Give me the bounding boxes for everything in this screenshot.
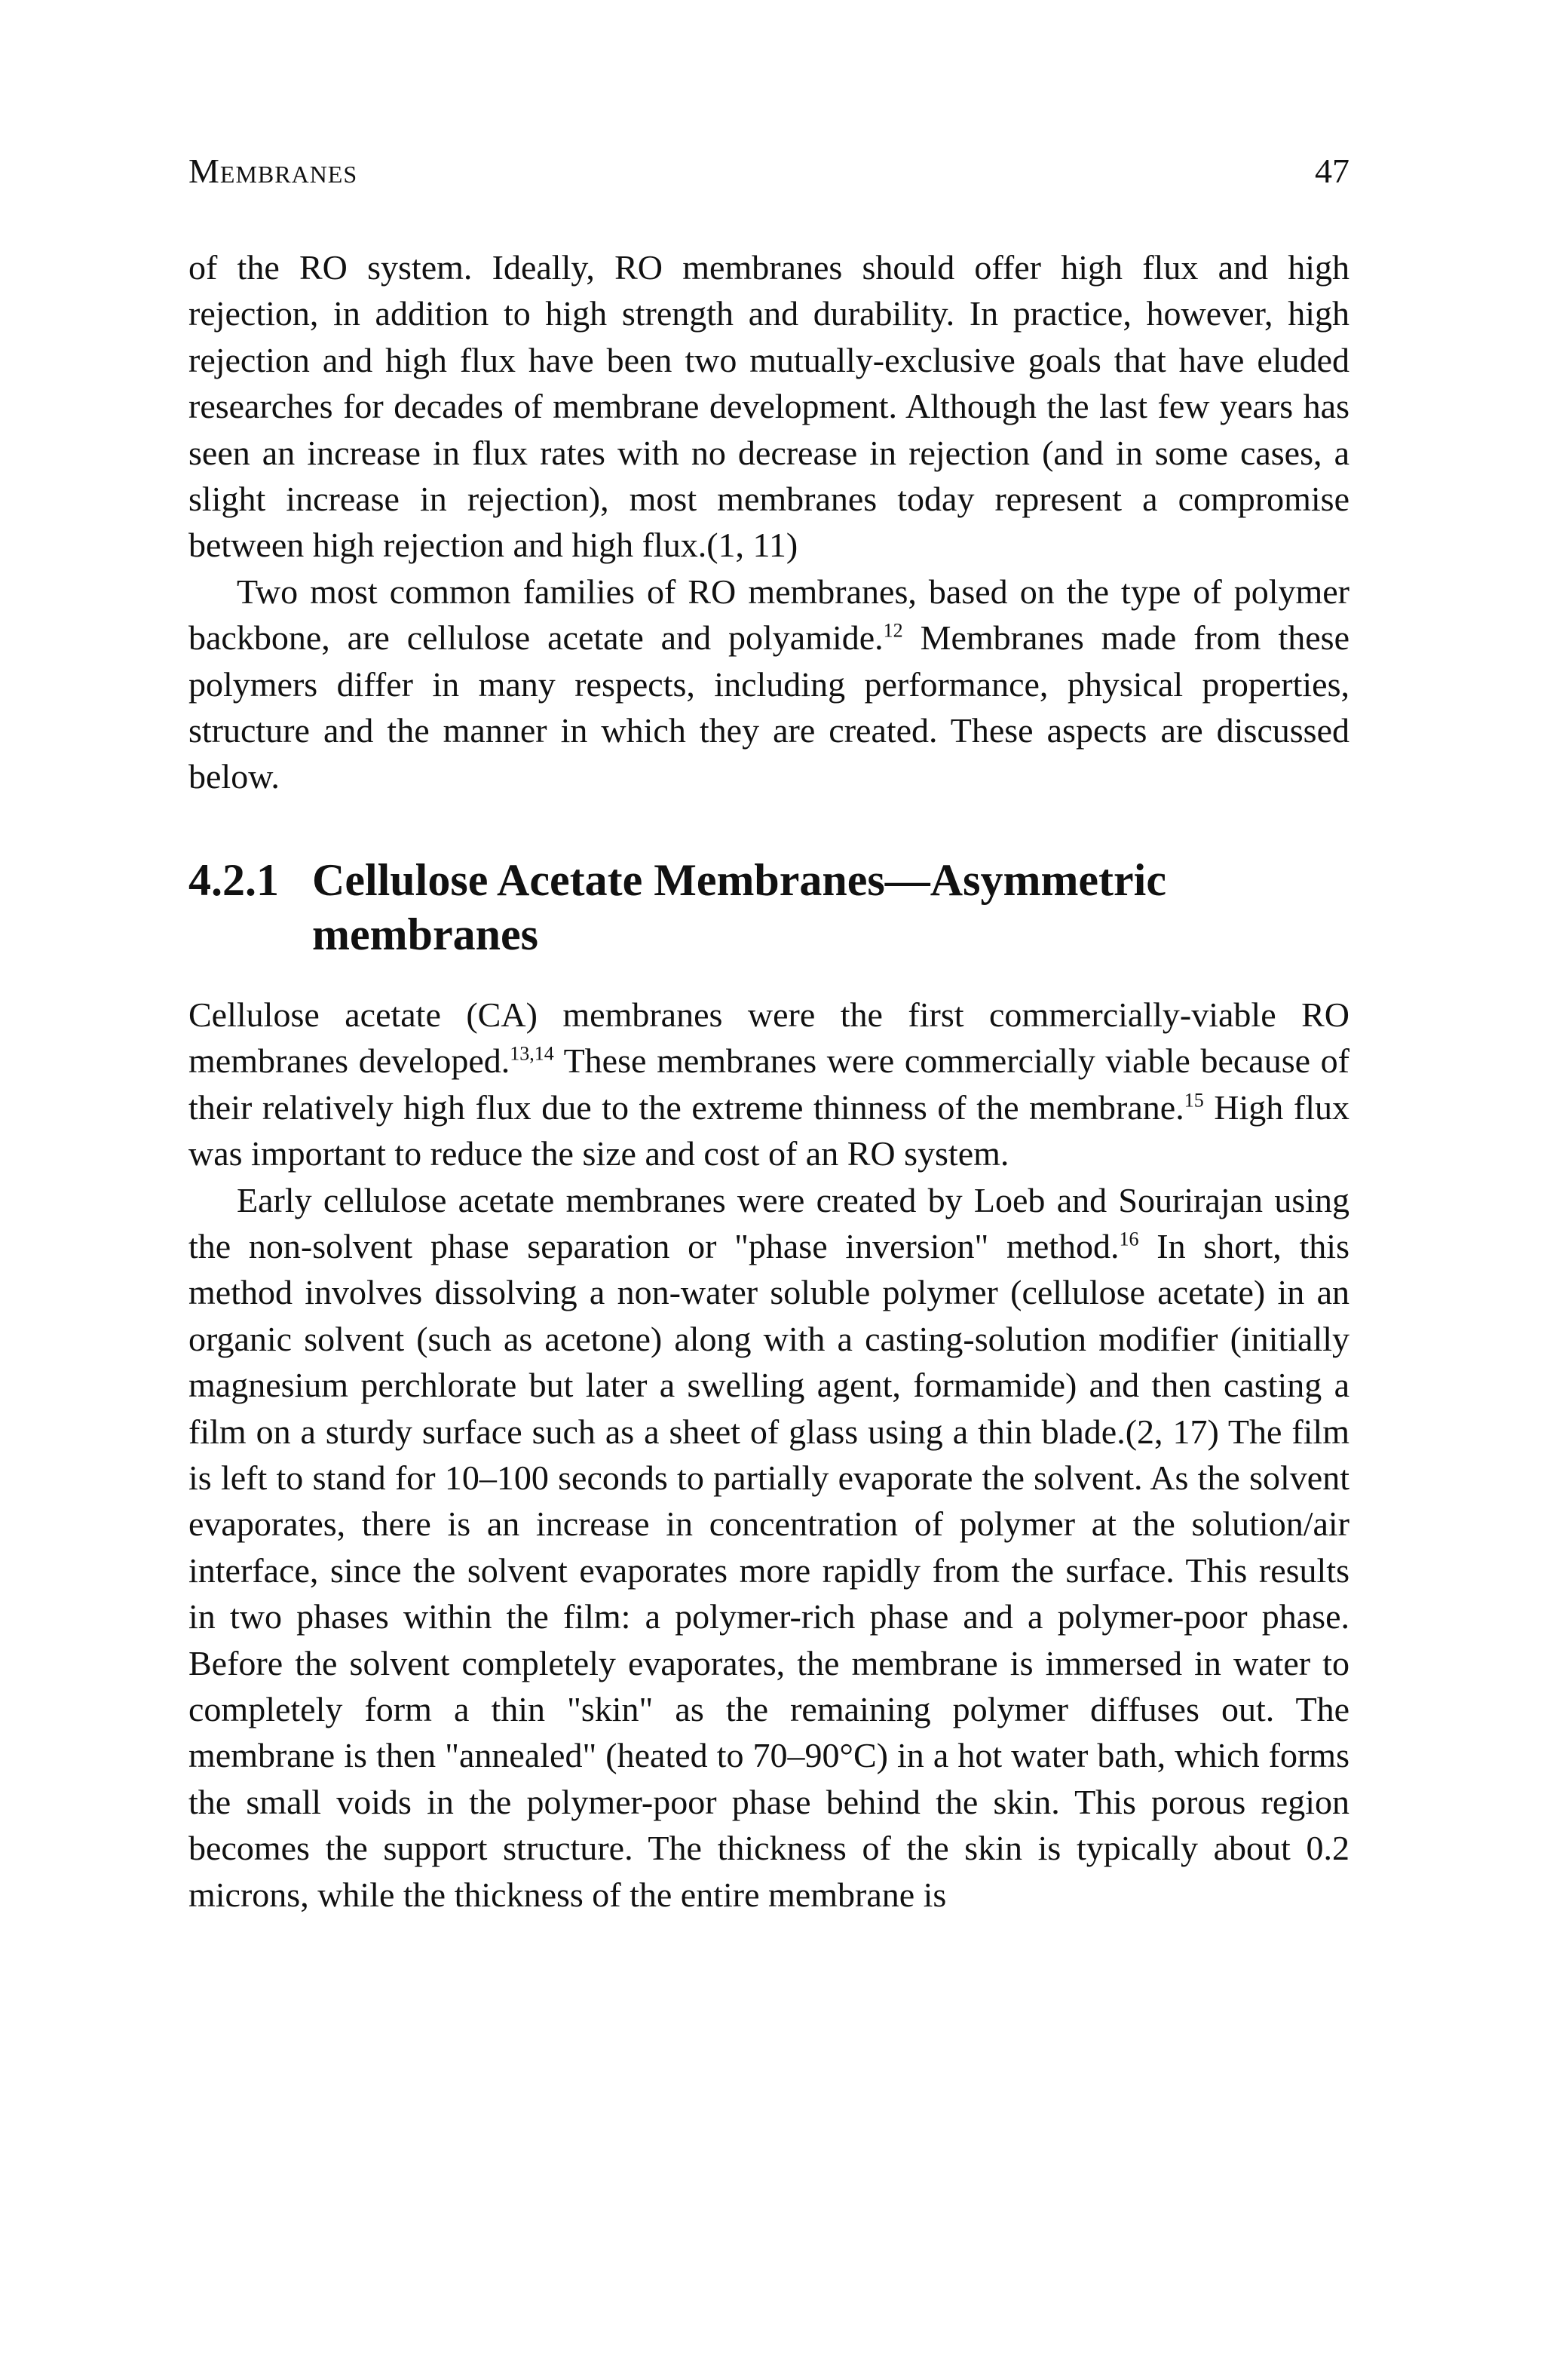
document-page	[188, 0, 1349, 2380]
paragraph-phase-inversion	[188, 1177, 1349, 1918]
section-title: Cellulose Acetate Membranes—Asymmetric membranes	[312, 854, 1166, 959]
paragraph-text: High flux was important to reduce the size and cost of an RO system.	[188, 1087, 1349, 1173]
paragraph-text: These membranes were commercially viable because of their relatively high flux due to the extreme thinness of the membrane.	[188, 1041, 1349, 1127]
paragraph-ca-intro	[188, 992, 1349, 1177]
paragraph-continued	[188, 244, 1349, 569]
paragraph-text: Cellulose acetate (CA) membranes were the first commercially-viable RO membranes developed.	[188, 995, 1349, 1081]
paragraph-membrane-families	[188, 569, 1349, 800]
paragraph-text: Early cellulose acetate membranes were created by Loeb and Sourirajan using the non-solvent phase separation or "phase inversion" method.	[188, 1180, 1349, 1265]
body-text	[188, 244, 1349, 1918]
running-head	[188, 151, 1349, 204]
paragraph-text: In short, this method involves dissolving a non-water soluble polymer (cellulose acetate) in an organic solvent (such as acetone) along with a casting-solution modifier (initially magnesium perchlorate but later a swelling agent, formamide) and then casting a film on a sturdy surface such as a sheet of glass using a thin blade.(2, 17) The film is left to stand for 10–100 seconds to partially evaporate the solvent. As the solvent evaporates, there is an increase in concentration of polymer at the solution/air interface, since the solvent evaporates more rapidly from the surface. This results in two phases within the film: a polymer-rich phase and a polymer-poor phase. Before the solvent completely evaporates, the membrane is immersed in water to completely form a thin "skin" as the remaining polymer diffuses out. The membrane is then "annealed" (heated to 70–90°C) in a hot water bath, which forms the small voids in the polymer-poor phase behind the skin. This porous region becomes the support structure. The thickness of the skin is typically about 0.2 microns, while the thickness of the entire membrane is	[188, 1226, 1349, 1914]
paragraph-text: of the RO system. Ideally, RO membranes should offer high flux and high rejection, in addition to high strength and durability. In practice, however, high rejection and high flux have been two mutually-exclusive goals that have eluded researches for decades of membrane development. Although the last few years has seen an increase in flux rates with no decrease in rejection (and in some cases, a slight increase in rejection), most membranes today represent a compromise between high rejection and high flux.(1, 11)	[188, 248, 1349, 565]
paragraph-text: Two most common families of RO membranes, based on the type of polymer backbone, are cellulose acetate and polyamide.	[188, 572, 1349, 658]
page-number: 47	[1315, 152, 1349, 190]
reference-superscript: 15	[1184, 1089, 1204, 1112]
running-title: Membranes	[188, 152, 358, 190]
paragraph-text: Membranes made from these polymers differ in many respects, including performance, physical properties, structure and the manner in which they are created. These aspects are discussed below.	[188, 618, 1349, 796]
reference-superscript: 13,14	[510, 1042, 554, 1065]
reference-superscript: 16	[1119, 1228, 1139, 1250]
section-number: 4.2.1	[188, 854, 279, 905]
section-heading	[188, 853, 1349, 962]
reference-superscript: 12	[883, 619, 903, 642]
